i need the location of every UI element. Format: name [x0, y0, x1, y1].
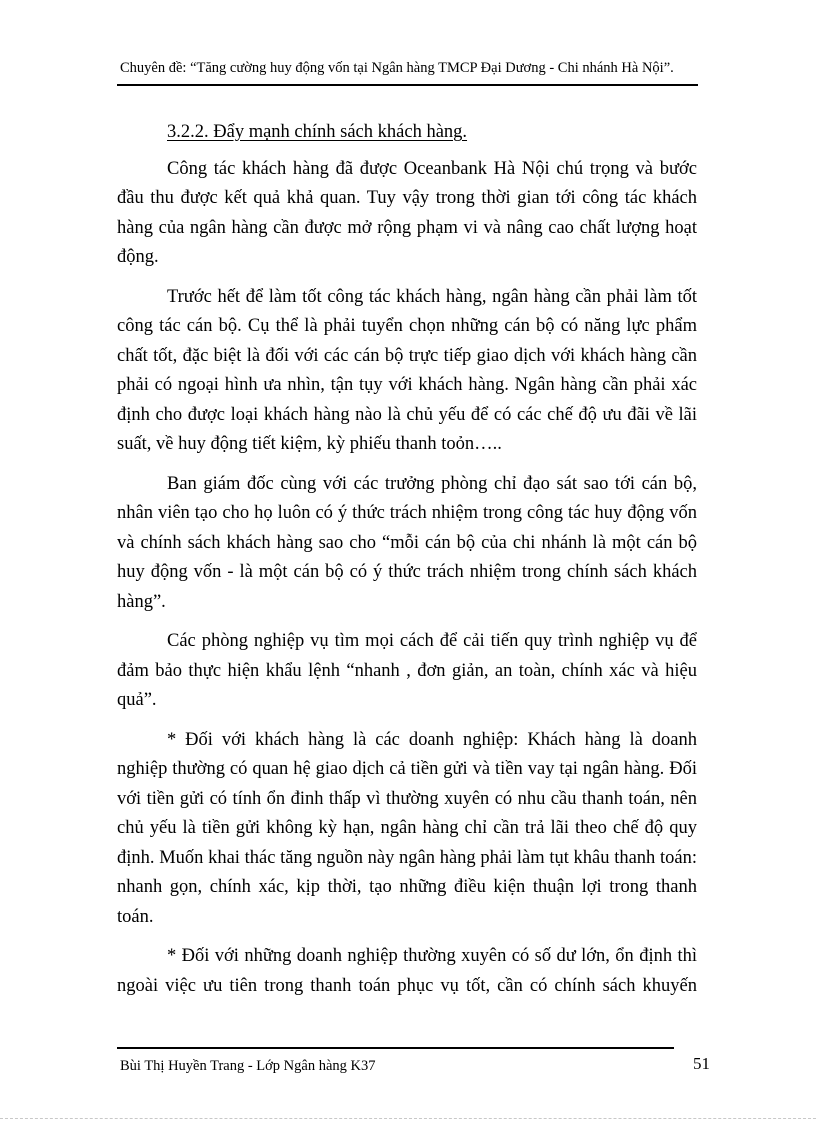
page-body — [117, 118, 697, 1011]
paragraph-staff-work: Trước hết để làm tốt công tác khách hàng, ngân hàng cần phải làm tốt công tác cán bộ. Cụ thể là phải tuyển chọn những cán bộ có năng lực phẩm chất tốt, đặc biệt là đối với các cán bộ trực tiếp giao dịch với khách hàng cần phải có ngoại hình ưa nhìn, tận tụy với khách hàng. Ngân hàng cần phải xác định cho được loại khách hàng nào là chủ yếu để có các chế độ ưu đãi về lãi suất, về huy động tiết kiệm, kỳ phiếu thanh toỏn….. — [117, 286, 697, 454]
paragraph-board-directors: Ban giám đốc cùng với các trưởng phòng chỉ đạo sát sao tới cán bộ, nhân viên tạo cho họ luôn có ý thức trách nhiệm trong công tác huy động vốn và chính sách khách hàng sao cho “mỗi cán bộ của chi nhánh là một cán bộ huy động vốn - là một cán bộ có ý thức trách nhiệm trong chính sách khách hàng”. — [117, 473, 697, 612]
section-heading — [167, 118, 697, 148]
page-bottom-edge — [0, 1118, 816, 1119]
header-divider — [117, 84, 698, 86]
paragraph-customer-work: Công tác khách hàng đã được Oceanbank Hà Nội chú trọng và bước đầu thu được kết quả khả quan. Tuy vậy trong thời gian tới công tác khách hàng của ngân hàng cần được mở rộng phạm vi và nâng cao chất lượng hoạt động. — [117, 158, 697, 267]
section-heading-text: 3.2.2. Đẩy mạnh chính sách khách hàng. — [167, 122, 468, 142]
footer-divider — [117, 1047, 674, 1049]
paragraph-enterprise-customers: * Đối với khách hàng là các doanh nghiệp: Khách hàng là doanh nghiệp thường có quan hệ giao dịch cả tiền gửi và tiền vay tại ngân hàng. Đối với tiền gửi có tính ổn đinh thấp vì thường xuyên có nhu cầu thanh toán, nên chủ yếu là tiền gửi không kỳ hạn, ngân hàng chỉ cần trả lãi theo chế độ quy định. Muốn khai thác tăng nguồn này ngân hàng phải làm tụt khâu thanh toán: nhanh gọn, chính xác, kịp thời, tạo những điều kiện thuận lợi trong thanh toán. — [117, 729, 697, 927]
paragraph-large-balance-enterprises: * Đối với những doanh nghiệp thường xuyên có số dư lớn, ổn định thì ngoài việc ưu tiên trong thanh toán phục vụ tốt, cần có chính sách khuyến — [117, 946, 697, 996]
page-number: 51 — [693, 1054, 710, 1073]
paragraph-operations: Các phòng nghiệp vụ tìm mọi cách để cải tiến quy trình nghiệp vụ để đảm bảo thực hiện khẩu lệnh “nhanh , đơn giản, an toàn, chính xác và hiệu quả”. — [117, 631, 697, 710]
page-header: Chuyên đề: “Tăng cường huy động vốn tại Ngân hàng TMCP Đại Dương - Chi nhánh Hà Nội”. — [120, 60, 674, 76]
footer-author: Bùi Thị Huyền Trang - Lớp Ngân hàng K37 — [120, 1058, 376, 1074]
